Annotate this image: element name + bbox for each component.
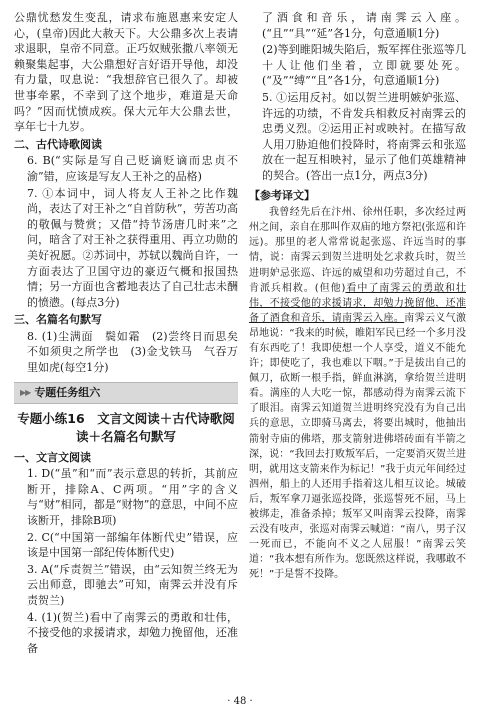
reference-translation	[249, 205, 466, 582]
section-heading-classical: 一、文言文阅读	[14, 450, 91, 464]
right-column	[249, 10, 466, 582]
answer-page	[14, 10, 466, 694]
translation-text-a: 我曾经先后在汴州、徐州任职，多次经过两州之间，亲自在那叫作双庙的地方祭祀(张巡和许远)。那里的老人常常说起张巡、许远当时的事情，说：南霁云到贺兰进明处乞求救兵时，贺兰进明妒忌张巡、许远的威望和功劳超过自己，不肯派兵相救。(但他)	[249, 207, 466, 294]
translation-underlined-text: 看中了南霁云的勇敢和壮伟，不接受他的求援请求，却勉力挽留他，还准备了酒食和音乐，请南霁云入座。	[249, 282, 466, 324]
answer-8: 8. (1)尘满面 鬓如霜 (2)尝终日而思矣 不如须臾之所学也 (3)金戈铁马 气吞万里如虎(每空1分)	[27, 329, 249, 375]
answer-5: 5. ①运用反衬。如以贺兰进明嫉妒张巡、许远的功绩，不肯发兵相救反衬南霁云的忠勇义烈。②运用正衬或映衬。在描写敌人用刀胁迫他们投降时，将南霁云和张巡放在一起互相映衬，显示了他们英雄精神的契合。(答出一点1分，两点3分)	[262, 90, 466, 182]
section-heading-poetry: 二、古代诗歌阅读	[14, 137, 102, 151]
unit-title: 专题小练16 文言文阅读＋古代诗歌阅读＋名篇名句默写	[17, 410, 235, 444]
left-column	[14, 10, 249, 657]
reference-translation-heading: 【参考译文】	[249, 188, 315, 202]
answer-3: 3. A(“斥责贺兰”错误，由“云知贺兰终无为云出师意，即驰去”可知，南霁云并没有斥责贺兰)	[27, 562, 238, 607]
answer-4-part-2: (2)等到睢阳城失陷后，叛军挥住张巡等几十人让他们坐着，立即就要处死。(“及”“缚”“且”各1分，句意通顺1分)	[262, 43, 466, 88]
section-heading-dictation: 三、名篇名句默写	[14, 313, 102, 327]
topic-banner	[14, 382, 238, 404]
answer-6: 6. B(“实际是写自己贬谪贬谪而忠贞不渝”错，应该是写友人王补之的品格)	[27, 154, 238, 183]
answer-2: 2. C(“中国第一部编年体断代史”错误，应该是中国第一部纪传体断代史)	[27, 530, 238, 560]
intro-translation-continued: 公鼎忧愁发生变乱，请求布施恩惠来安定人心，(皇帝)因此大赦天下。大公鼎多次上表请求退职，皇帝不同意。正巧奴贼张撒八率领无赖聚集起事，大公鼎想好言好语开导他，却没有力量，叹息说：“我想辞官已很久了。却被世事牵累，不幸到了这个地步，难道是天命吗？”因而忧愤成疾。保大元年大公鼎去世，享年七十九岁。	[14, 11, 238, 134]
translation-paragraph	[249, 205, 466, 582]
double-arrow-icon: ▶▶	[20, 387, 31, 397]
topic-banner-label: 专题任务组六	[34, 385, 101, 399]
answer-4-continued: 了酒食和音乐，请南霁云入座。(“且”“具”“延”各1分，句意通顺1分)	[262, 11, 466, 40]
translation-text-b: 南霁云义气激昂地说：“我来的时候，睢阳军民已经一个多月没有东西吃了！我即使想一个人享受，道义不能允许；即使吃了，我也难以下咽。”于是拔出自己的佩刀，砍断一根手指，鲜血淋漓，拿给贺兰进明看。满座的人大吃一惊，都感动得为南霁云流下了眼泪。南霁云知道贺兰进明终究没有为自己出兵的意思，立即骑马离去，将要出城时，他抽出箭射寺庙的佛塔，那支箭射进佛塔砖面有半箭之深，说：“我回去打败叛军后，一定要消灭贺兰进明，就用这支箭来作为标记！”我于贞元年间经过泗州，船上的人还用手指着这儿相互议论。城破后，叛军拿刀逼张巡投降，张巡誓死不屈，马上被绑走，准备杀掉；叛军又叫南霁云投降，南霁云没有吱声，张巡对南霁云喊道：“南八，男子汉一死而已，不能向不义之人屈服！”南霁云笑道：“我本想有所作为。您既然这样说，我哪敢不死！”于是誓不投降。	[249, 312, 467, 581]
page-number: · 48 ·	[227, 696, 253, 707]
answer-1: 1. D(“虽”和“而”表示意思的转折，其前应断开，排除A、C两项。“用”字的含义与“财”相同，都是“财物”的意思，中间不应该断开，排除B项)	[27, 467, 238, 528]
answer-7: 7. ①本词中，词人将友人王补之比作魏尚，表达了对王补之“自首防秋”，劳苦功高的敬佩与赞赏；又借“持节汤唐几时来”之问，暗含了对王补之获得重用、再立功勋的美好祝愿。②苏词中，苏轼以魏尚自许，一方面表达了卫国守边的豪迈气概和报国热情；另一方面也含蓄地表达了自己壮志未酬的愤懑。(每点3分)	[27, 186, 238, 309]
answer-4: 4. (1)(贺兰)看中了南霁云的勇敢和壮伟，不接受他的求援请求，却勉力挽留他，还准备	[27, 610, 238, 655]
